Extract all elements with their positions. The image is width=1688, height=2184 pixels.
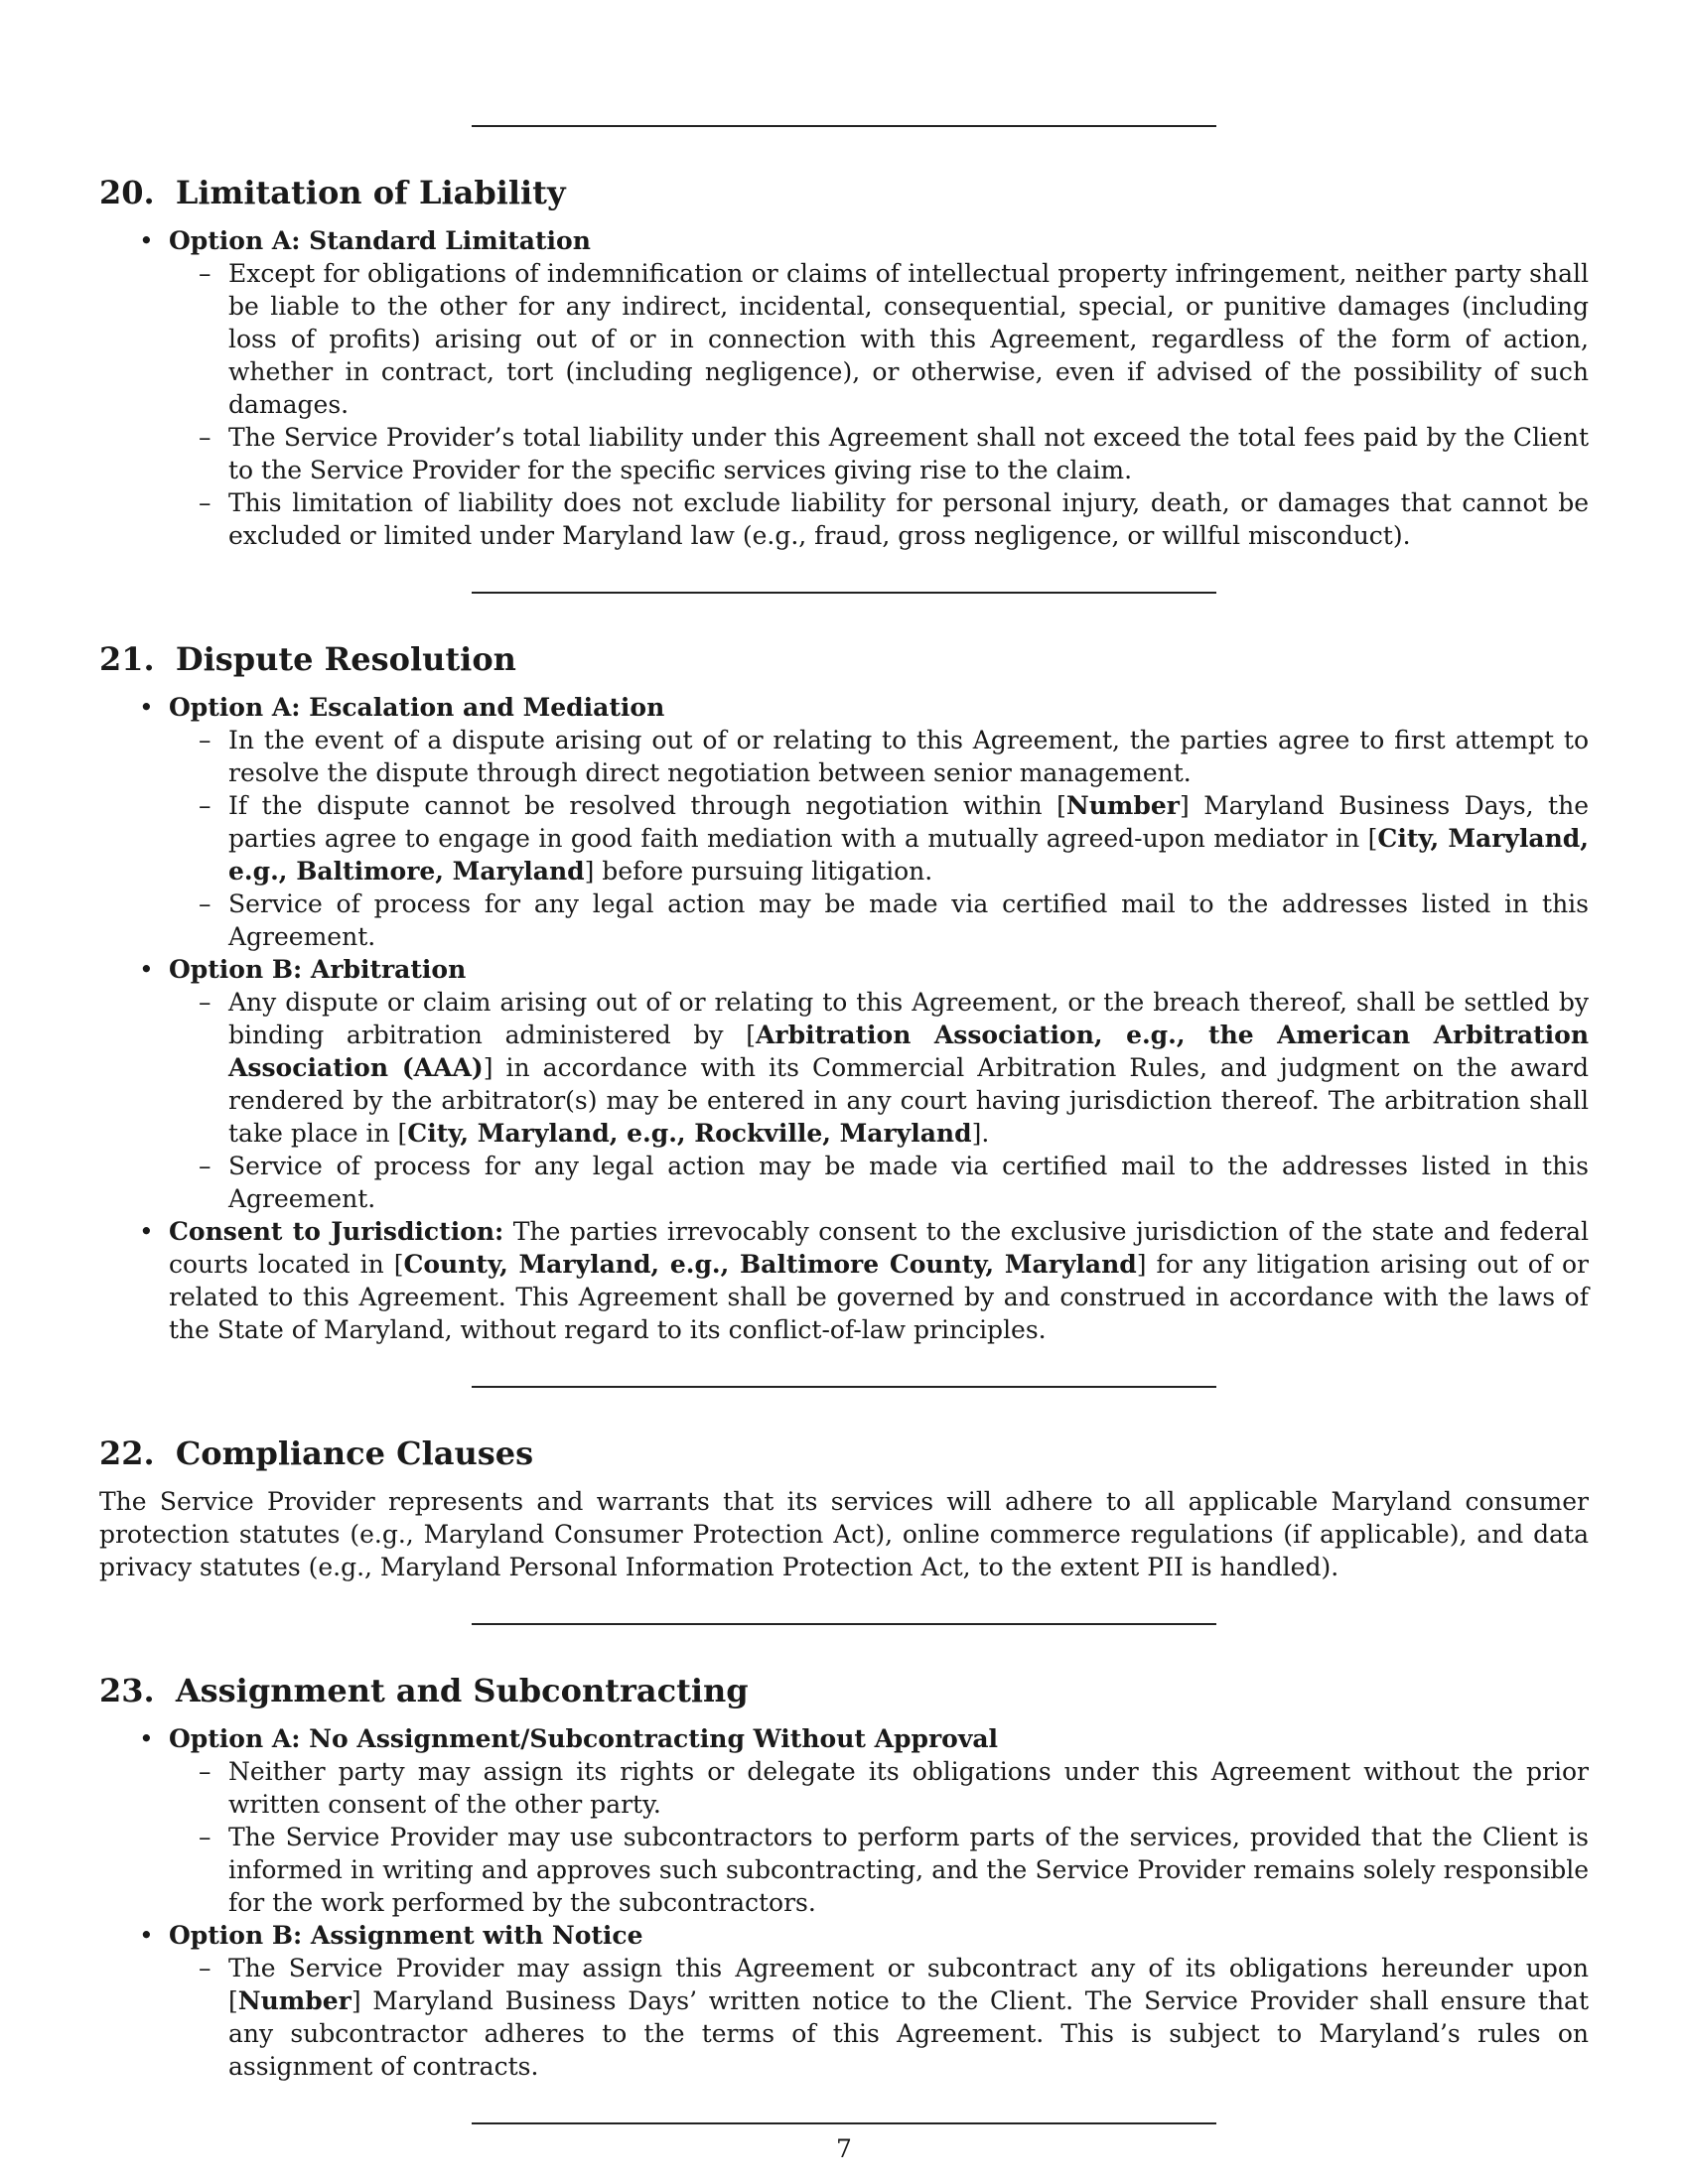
option-label: Option B: Assignment with Notice xyxy=(169,1921,643,1950)
section-21 xyxy=(99,639,1589,1346)
clause-item: – The Service Provider may use subcontractors to perform parts of the services, provided that the Client is informed in writing and approves such subcontracting, and the Service Provider remains solely responsible for the work performed by the subcontractors. xyxy=(228,1821,1589,1919)
option-label: Option A: No Assignment/Subcontracting Without Approval xyxy=(169,1724,999,1753)
section-number: 21. xyxy=(99,640,155,678)
option-item xyxy=(169,691,1589,953)
section-title: Dispute Resolution xyxy=(175,640,516,678)
section-heading xyxy=(99,1671,1589,1710)
section-paragraph: The Service Provider represents and warrants that its services will adhere to all applicable Maryland consumer protection statutes (e.g., Maryland Consumer Protection Act), online commerce regulations (if applicable), and data privacy statutes (e.g., Maryland Personal Information Protection Act, to the extent PII is handled). xyxy=(99,1487,1589,1581)
clause-text: The Service Provider may assign this Agreement or subcontract any of its obligations hereunder upon [ xyxy=(228,1954,1589,2015)
clause-list xyxy=(169,1755,1589,1919)
section-number: 22. xyxy=(99,1434,155,1472)
section-title: Limitation of Liability xyxy=(175,174,566,211)
option-item xyxy=(169,224,1589,552)
section-title: Compliance Clauses xyxy=(175,1434,534,1472)
option-list xyxy=(99,224,1589,552)
option-label: Option A: Standard Limitation xyxy=(169,226,591,255)
option-item xyxy=(169,1722,1589,1919)
clause-text: ] Maryland Business Days’ written notice to the Client. The Service Provider shall ensure that any subcontractor adheres to the terms of this Agreement. This is subject to Maryland’s rules on assignment of contracts. xyxy=(228,1986,1589,2081)
placeholder-number: Number xyxy=(237,1986,352,2015)
consent-item xyxy=(169,1215,1589,1346)
clause-item: – Except for obligations of indemnification or claims of intellectual property infringement, neither party shall be liable to the other for any indirect, incidental, consequential, special, or punitive damages (including loss of profits) arising out of or in connection with this Agreement, regardless of the form of action, whether in contract, tort (including negligence), or otherwise, even if advised of the possibility of such damages. xyxy=(228,257,1589,421)
section-divider xyxy=(472,2122,1216,2124)
section-number: 20. xyxy=(99,174,155,211)
clause-item: – This limitation of liability does not exclude liability for personal injury, death, or damages that cannot be excluded or limited under Maryland law (e.g., fraud, gross negligence, or willful misconduct). xyxy=(228,486,1589,552)
option-item xyxy=(169,953,1589,1215)
section-divider xyxy=(472,592,1216,594)
clause-list xyxy=(169,724,1589,953)
clause-text: ] in accordance with its Commercial Arbitration Rules, and judgment on the award rendered by the arbitrator(s) may be entered in any court having jurisdiction thereof. The arbitration shall take place in [ xyxy=(228,1053,1589,1148)
clause-text: If the dispute cannot be resolved through negotiation within [ xyxy=(228,791,1066,820)
clause-item: – Neither party may assign its rights or delegate its obligations under this Agreement without the prior written consent of the other party. xyxy=(228,1755,1589,1821)
placeholder-city: City, Maryland, e.g., Baltimore, Maryland xyxy=(228,824,1589,886)
placeholder-number: Number xyxy=(1065,791,1180,820)
clause-text: ] Maryland Business Days, the parties agree to engage in good faith mediation with a mutually agreed-upon mediator in [ xyxy=(228,791,1589,853)
clause-list xyxy=(169,257,1589,552)
clause-item xyxy=(228,1952,1589,2083)
clause-item: – Service of process for any legal action may be made via certified mail to the addresses listed in this Agreement. xyxy=(228,887,1589,953)
clause-item: – In the event of a dispute arising out of or relating to this Agreement, the parties agree to first attempt to resolve the dispute through direct negotiation between senior management. xyxy=(228,724,1589,789)
clause-list xyxy=(169,986,1589,1215)
option-label: Option A: Escalation and Mediation xyxy=(169,693,665,722)
consent-text: The parties irrevocably consent to the exclusive jurisdiction of the state and federal courts located in [ xyxy=(169,1217,1589,1279)
section-22 xyxy=(99,1433,1589,1583)
section-20 xyxy=(99,173,1589,552)
placeholder-city: City, Maryland, e.g., Rockville, Maryland xyxy=(407,1119,972,1148)
option-list xyxy=(99,691,1589,1346)
clause-text: ]. xyxy=(971,1119,990,1148)
section-divider xyxy=(472,1386,1216,1388)
document-page xyxy=(99,0,1589,2184)
clause-item xyxy=(228,986,1589,1150)
section-title: Assignment and Subcontracting xyxy=(175,1672,749,1709)
page-number: 7 xyxy=(836,2134,852,2163)
option-item xyxy=(169,1919,1589,2083)
consent-text: ] for any litigation arising out of or related to this Agreement. This Agreement shall be governed by and construed in accordance with the laws of the State of Maryland, without regard to its conflict-of-law principles. xyxy=(169,1250,1590,1344)
clause-item: – The Service Provider’s total liability under this Agreement shall not exceed the total fees paid by the Client to the Service Provider for the specific services giving rise to the claim. xyxy=(228,421,1589,486)
clause-list xyxy=(169,1952,1589,2083)
section-divider xyxy=(472,1623,1216,1625)
clause-item xyxy=(228,789,1589,887)
placeholder-county: County, Maryland, e.g., Baltimore County, Maryland xyxy=(403,1250,1137,1279)
section-number: 23. xyxy=(99,1672,155,1709)
section-23 xyxy=(99,1671,1589,2083)
clause-item: – Service of process for any legal action may be made via certified mail to the addresses listed in this Agreement. xyxy=(228,1150,1589,1215)
clause-text: Any dispute or claim arising out of or relating to this Agreement, or the breach thereof, shall be settled by binding arbitration administered by [ xyxy=(228,988,1589,1049)
option-label: Option B: Arbitration xyxy=(169,955,467,984)
option-list xyxy=(99,1722,1589,2083)
section-heading xyxy=(99,639,1589,679)
section-heading xyxy=(99,173,1589,212)
clause-text: ] before pursuing litigation. xyxy=(584,857,933,886)
section-divider xyxy=(472,125,1216,127)
placeholder-arbitration-association: Arbitration Association, e.g., the American Arbitration Association (AAA) xyxy=(228,1021,1590,1082)
section-heading xyxy=(99,1433,1589,1473)
consent-label: Consent to Jurisdiction: xyxy=(169,1217,504,1246)
